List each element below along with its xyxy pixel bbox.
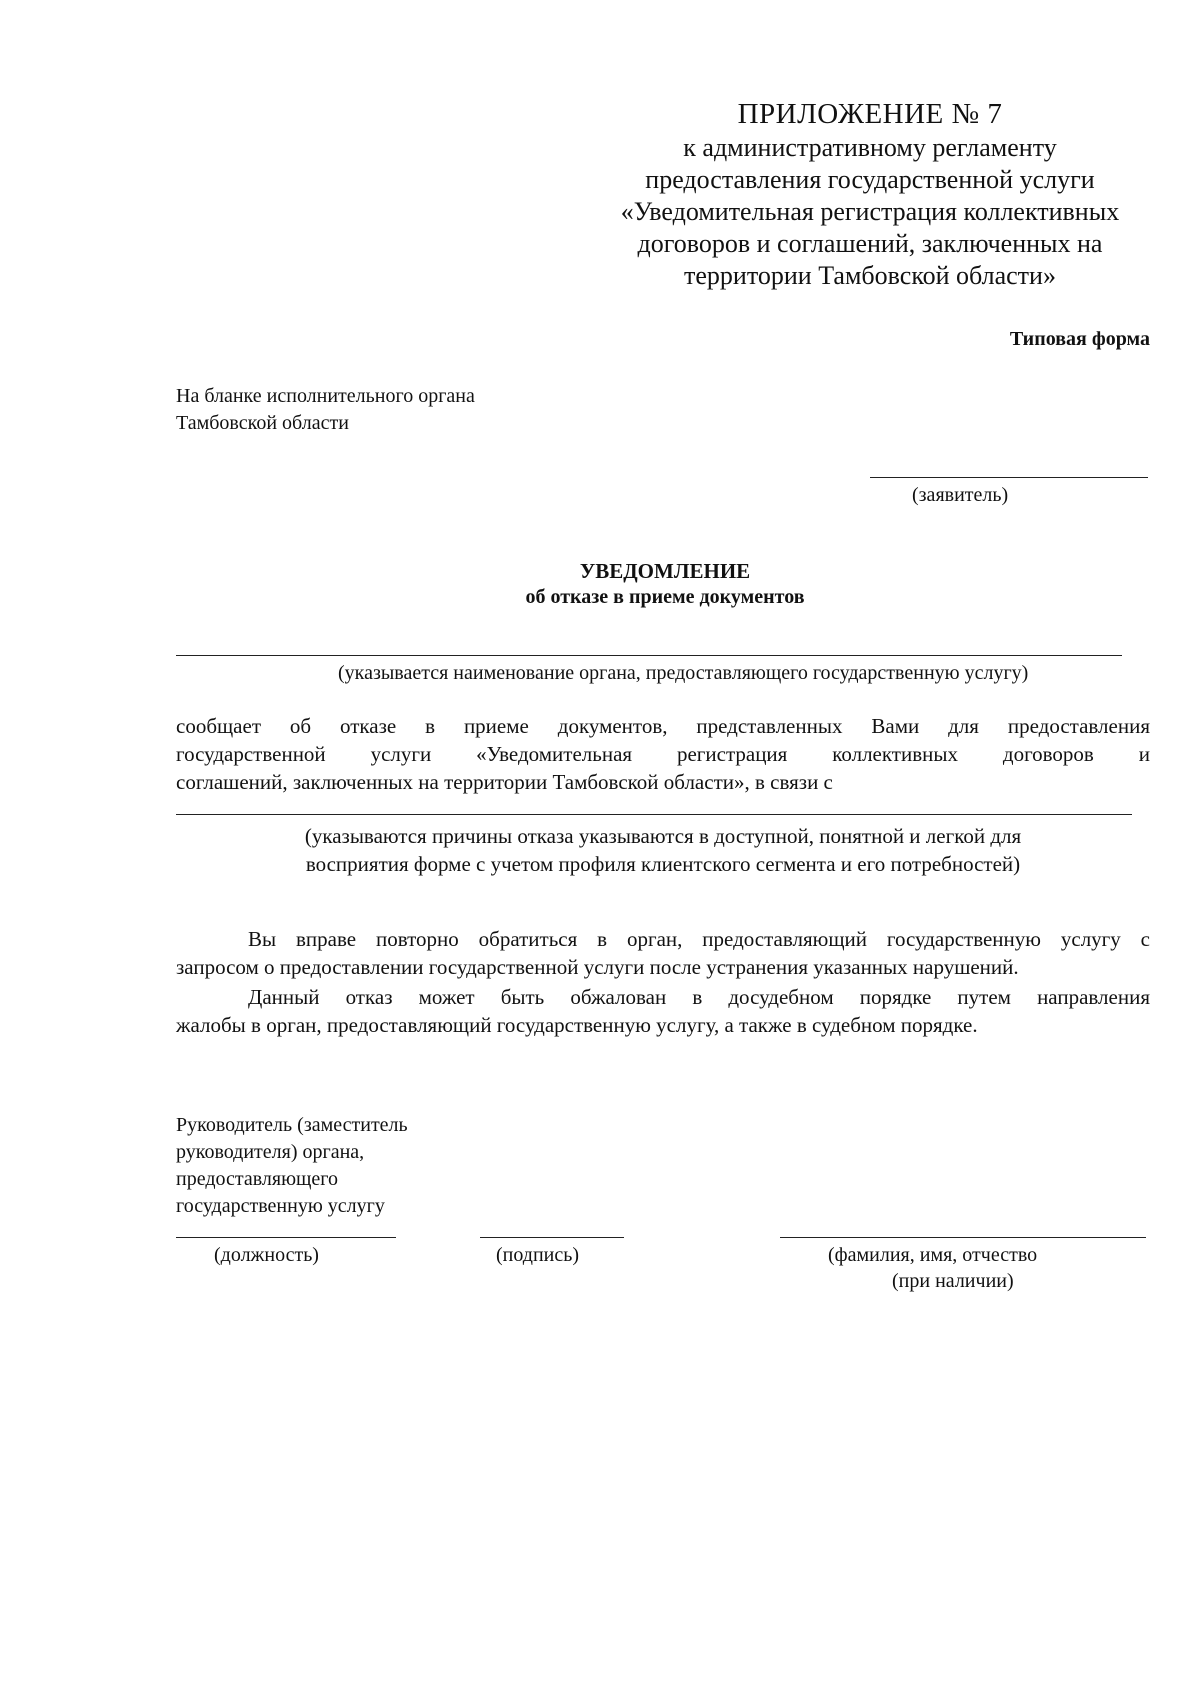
notice-subtitle: об отказе в приеме документов — [525, 586, 805, 608]
signatory-line: Руководитель (заместитель — [176, 1114, 408, 1136]
letterhead-line: На бланке исполнительного органа — [176, 385, 475, 407]
letterhead-line: Тамбовской области — [176, 412, 349, 434]
position-caption: (должность) — [214, 1244, 319, 1266]
notice-title: УВЕДОМЛЕНИЕ — [579, 559, 751, 583]
appendix-line: предоставления государственной услуги — [645, 165, 1095, 194]
reason-caption — [176, 822, 1150, 878]
signatory-line: предоставляющего — [176, 1168, 339, 1190]
paragraph-appeal — [176, 983, 1150, 1039]
appendix-header — [590, 98, 1150, 292]
name-caption: (фамилия, имя, отчество — [828, 1244, 1038, 1266]
appendix-line: территории Тамбовской области» — [684, 261, 1056, 290]
name-fill-line — [780, 1237, 1146, 1238]
paragraph-line: жалобы в орган, предоставляющий государственную услугу, а также в судебном порядке. — [176, 1013, 978, 1037]
organ-caption: (указывается наименование органа, предоставляющего государственную услугу) — [338, 662, 1029, 684]
appendix-line: к административному регламенту — [683, 133, 1057, 162]
appendix-title: ПРИЛОЖЕНИЕ № 7 — [737, 98, 1003, 130]
reason-caption-line: восприятия форме с учетом профиля клиентского сегмента и его потребностей) — [305, 852, 1021, 876]
organ-fill-line — [176, 655, 1122, 656]
signatory-line: государственную услугу — [176, 1195, 385, 1217]
paragraph-line: запросом о предоставлении государственной услуги после устранения указанных нарушений. — [176, 955, 1019, 979]
message-line: сообщает об отказе в приеме документов, представленных Вами для предоставления — [176, 714, 1150, 738]
appendix-line: «Уведомительная регистрация коллективных — [620, 197, 1120, 226]
appendix-line: договоров и соглашений, заключенных на — [637, 229, 1103, 258]
signature-fill-line — [480, 1237, 624, 1238]
signatory-title — [176, 1112, 408, 1220]
applicant-fill-line — [870, 477, 1148, 478]
signatory-line: руководителя) органа, — [176, 1141, 365, 1163]
applicant-caption: (заявитель) — [912, 484, 1009, 506]
form-type-label: Типовая форма — [1009, 328, 1150, 350]
paragraph-line: Данный отказ может быть обжалован в досудебном порядке путем направления — [248, 985, 1150, 1009]
reason-caption-line: (указываются причины отказа указываются в доступной, понятной и легкой для — [304, 824, 1022, 848]
reason-fill-line — [176, 814, 1132, 815]
message-line: соглашений, заключенных на территории Тамбовской области», в связи с — [176, 770, 833, 794]
paragraph-line: Вы вправе повторно обратиться в орган, предоставляющий государственную услугу с — [248, 927, 1150, 951]
message-text — [176, 712, 1150, 796]
message-line: государственной услуги «Уведомительная регистрация коллективных договоров и — [176, 742, 1150, 766]
name-caption-note: (при наличии) — [892, 1270, 1014, 1292]
position-fill-line — [176, 1237, 396, 1238]
letterhead-note — [176, 383, 475, 437]
paragraph-reapply — [176, 925, 1150, 981]
signature-caption: (подпись) — [496, 1244, 580, 1266]
